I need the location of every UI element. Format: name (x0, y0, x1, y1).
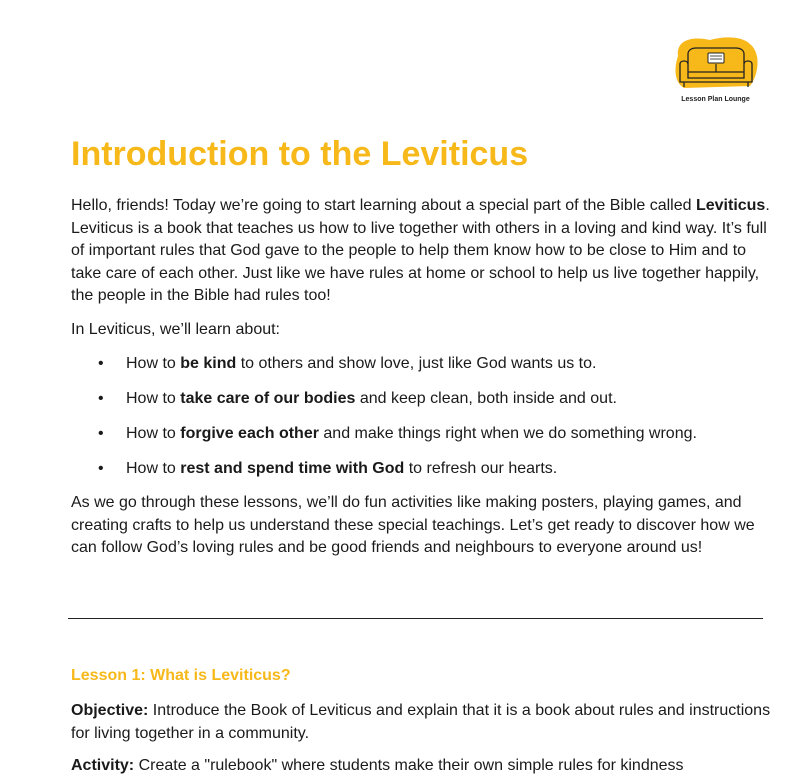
list-item-text: to others and show love, just like God wants us to. (236, 355, 597, 372)
list-item-bold: be kind (180, 355, 237, 372)
bullet-dot: • (98, 425, 104, 442)
list-item-text: How to (126, 460, 181, 477)
intro-text: Hello, friends! Today we’re going to start learning about a special part of the Bible called (71, 197, 696, 214)
list-item (98, 458, 558, 480)
activity-label: Activity: (71, 757, 135, 774)
list-item-bold: take care of our bodies (180, 390, 356, 407)
intro-paragraph (71, 195, 771, 308)
learn-lead: In Leviticus, we’ll learn about: (71, 321, 280, 338)
list-item (98, 423, 697, 445)
list-item-text: How to (126, 425, 181, 442)
list-item-text: and make things right when we do something wrong. (318, 425, 697, 442)
lesson-1-objective (71, 700, 771, 745)
lesson-plan-lounge-logo (668, 36, 763, 108)
intro-text-cont: . Leviticus is a book that teaches us how to live together with others in a loving and kind way. It’s full of important rules that God gave to the people to help them know how to be close to Him and to take care of each other. Just like we have rules at home or school to help us live together happily, the people in the Bible had rules too! (71, 197, 770, 304)
list-item-bold: rest and spend time with God (180, 460, 405, 477)
activity-text: Create a "rulebook" where students make their own simple rules for kindness (134, 757, 684, 774)
intro-bold-leviticus: Leviticus (695, 197, 766, 214)
lesson-1-heading: Lesson 1: What is Leviticus? (71, 667, 291, 684)
objective-text: Introduce the Book of Leviticus and explain that it is a book about rules and instructions for living together in a community. (71, 702, 771, 742)
list-item-text: How to (126, 355, 181, 372)
outro-paragraph: As we go through these lessons, we’ll do fun activities like making posters, playing games, and creating crafts to help us understand these special teachings. Let’s get ready to discover how we can follow God’s loving rules and be good friends and neighbours to everyone around us! (71, 494, 755, 556)
bullet-dot: • (98, 460, 104, 477)
section-divider (68, 618, 763, 619)
logo-text: Lesson Plan Lounge (681, 96, 750, 103)
list-item-bold: forgive each other (180, 425, 319, 442)
sofa-icon (670, 36, 762, 94)
list-item (98, 388, 617, 410)
page-title: Introduction to the Leviticus (71, 135, 529, 173)
list-item-text: How to (126, 390, 181, 407)
list-item (98, 353, 597, 375)
bullet-dot: • (98, 390, 104, 407)
lesson-1-activity (71, 755, 771, 778)
list-item-text: and keep clean, both inside and out. (355, 390, 617, 407)
objective-label: Objective: (71, 702, 149, 719)
bullet-dot: • (98, 355, 104, 372)
list-item-text: to refresh our hearts. (404, 460, 558, 477)
